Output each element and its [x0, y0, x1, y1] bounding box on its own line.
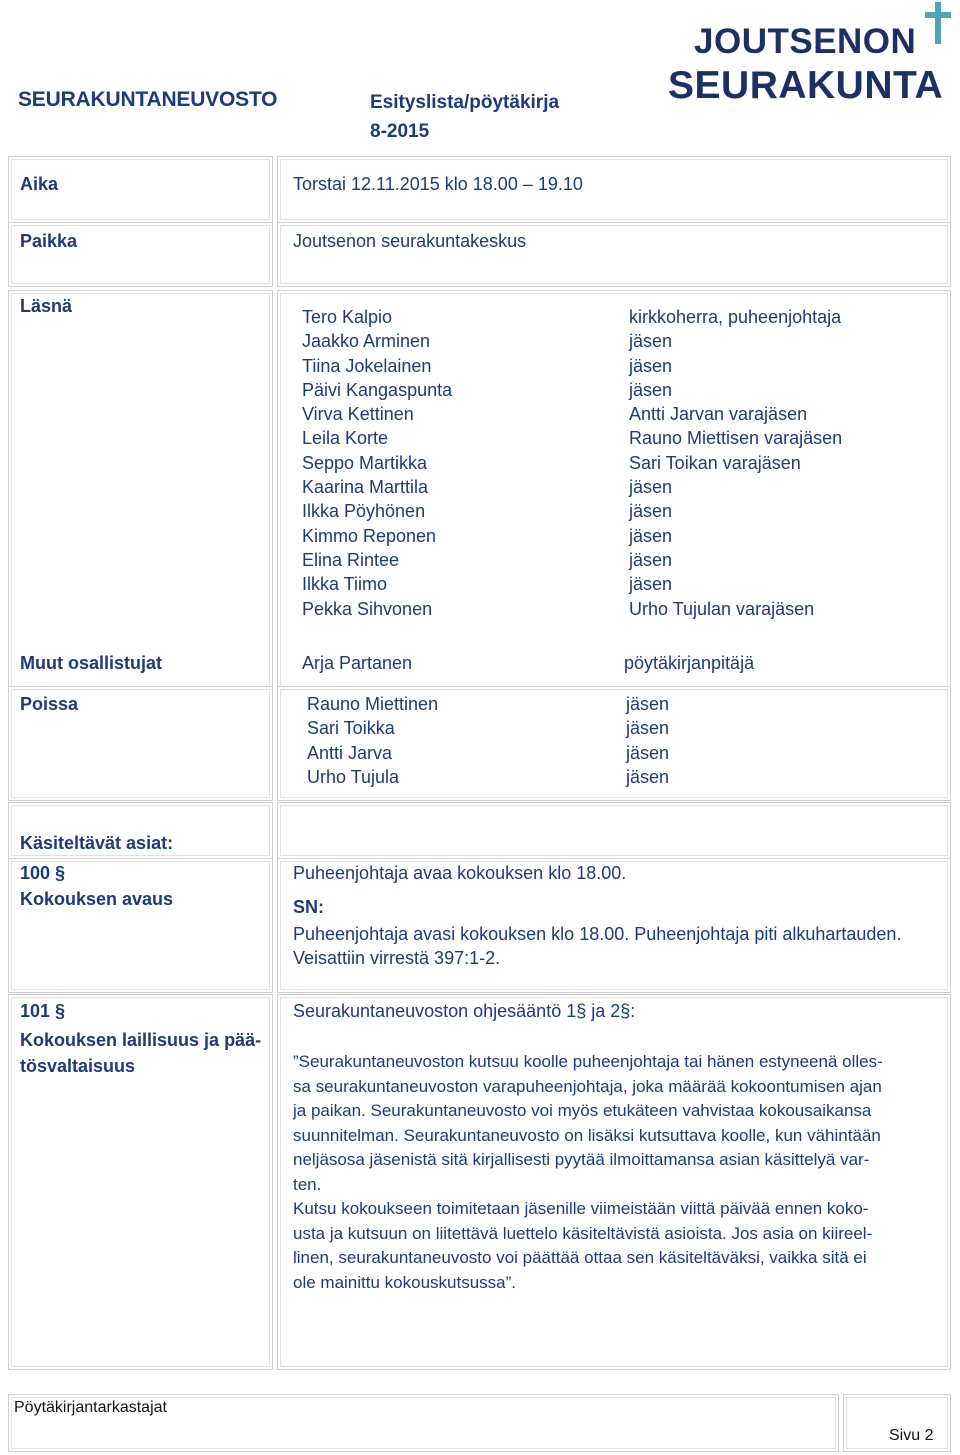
present-name: Elina Rintee — [302, 549, 400, 570]
item-101-number: 101 § — [20, 1001, 66, 1021]
present-name: Tero Kalpio — [302, 307, 393, 327]
present-name: Virva Kettinen — [302, 404, 414, 425]
item-100-number: 100 § — [20, 863, 66, 883]
absent-name: Antti Jarva — [307, 742, 393, 763]
present-role: jäsen — [629, 477, 673, 498]
present-role: kirkkoherra, puheenjohtaja — [629, 307, 842, 327]
logo-line-2: SEURAKUNTA — [668, 64, 944, 107]
page-number: Sivu 2 — [889, 1427, 934, 1444]
reviewers-label: Pöytäkirjantarkastajat — [14, 1399, 167, 1416]
present-role: Sari Toikan varajäsen — [629, 452, 801, 473]
present-name: Seppo Martikka — [302, 452, 428, 473]
absent-label: Poissa — [20, 694, 79, 714]
document-type-block — [370, 88, 559, 146]
item-101-quote-paragraph-1 — [293, 1050, 936, 1197]
place-label: Paikka — [20, 231, 78, 251]
present-roles — [629, 305, 842, 621]
present-role: jäsen — [629, 549, 673, 570]
present-names — [302, 305, 452, 621]
quote-line: Kutsu kokoukseen toimitetaan jäsenille viimeistään viittä päivää ennen koko- — [293, 1199, 869, 1218]
item-101-title — [20, 1027, 261, 1079]
absent-roles — [626, 692, 669, 789]
document-type: Esityslista/pöytäkirja — [370, 92, 560, 113]
quote-line: ja paikan. Seurakuntaneuvosto voi myös etukäteen vahvistaa kokousaikansa — [293, 1101, 872, 1120]
decision-line: Puheenjohtaja avasi kokouksen klo 18.00. Puheenjohtaja piti alkuhartauden. — [293, 924, 902, 944]
other-participant-role: pöytäkirjanpitäjä — [624, 653, 755, 673]
present-role: jäsen — [629, 331, 673, 352]
absent-role: jäsen — [626, 718, 670, 739]
absent-name: Urho Tujula — [307, 766, 400, 787]
present-role: jäsen — [629, 501, 673, 522]
cross-icon — [924, 2, 952, 44]
item-101-intro: Seurakuntaneuvoston ohjesääntö 1§ ja 2§: — [293, 1001, 636, 1021]
parish-logo — [668, 0, 958, 112]
present-role: jäsen — [629, 355, 673, 376]
present-name: Jaakko Arminen — [302, 331, 431, 352]
present-role: jäsen — [629, 574, 673, 595]
quote-line: ”Seurakuntaneuvoston kutsuu koolle puheenjohtaja tai hänen estyneenä olles- — [293, 1052, 883, 1071]
quote-line: suunnitelman. Seurakuntaneuvosto on lisäksi kutsuttava koolle, kun vähintään — [293, 1125, 881, 1145]
quote-line: sa seurakuntaneuvoston varapuheenjohtaja, joka määrää kokoontumisen ajan — [293, 1076, 882, 1096]
absent-name: Rauno Miettinen — [307, 694, 439, 714]
item-101-title-line: tösvaltaisuus — [20, 1056, 136, 1076]
present-role: Antti Jarvan varajäsen — [629, 404, 808, 425]
item-101-title-line: Kokouksen laillisuus ja pää- — [20, 1030, 262, 1050]
quote-line: ten. — [293, 1174, 322, 1194]
item-100-text: Puheenjohtaja avaa kokouksen klo 18.00. — [293, 863, 627, 883]
present-role: jäsen — [629, 379, 673, 400]
logo-line-1: JOUTSENON — [694, 22, 917, 61]
item-100-decision — [293, 922, 901, 971]
quote-line: linen, seurakuntaneuvosto voi päättää ottaa sen käsiteltäväksi, vaikka sitä ei — [293, 1248, 867, 1267]
present-name: Tiina Jokelainen — [302, 355, 432, 376]
present-role: Rauno Miettisen varajäsen — [629, 428, 843, 449]
absent-name: Sari Toikka — [307, 718, 395, 739]
present-name: Pekka Sihvonen — [302, 598, 433, 619]
document-number: 8-2015 — [370, 121, 430, 142]
present-name: Kimmo Reponen — [302, 525, 437, 546]
time-label: Aika — [20, 174, 59, 194]
agenda-heading-blank-cell — [277, 802, 951, 859]
present-role: Urho Tujulan varajäsen — [629, 598, 815, 619]
present-name: Kaarina Marttila — [302, 477, 429, 498]
present-name: Ilkka Pöyhönen — [302, 501, 426, 522]
present-name: Ilkka Tiimo — [302, 574, 388, 595]
document-series-title: SEURAKUNTANEUVOSTO — [18, 88, 278, 111]
present-name: Päivi Kangaspunta — [302, 379, 453, 400]
item-101-quote-paragraph-2 — [293, 1197, 936, 1295]
place-value: Joutsenon seurakuntakeskus — [293, 231, 527, 251]
time-value: Torstai 12.11.2015 klo 18.00 – 19.10 — [293, 174, 583, 194]
absent-role: jäsen — [626, 742, 670, 763]
present-role: jäsen — [629, 525, 673, 546]
absent-role: jäsen — [626, 766, 670, 787]
quote-line: ole mainittu kokouskutsussa”. — [293, 1272, 516, 1292]
absent-names — [307, 692, 438, 789]
absent-role: jäsen — [626, 694, 670, 714]
quote-line: usta ja kutsuun on liitettävä luettelo käsiteltävistä asioista. Jos asia on kiireel- — [293, 1223, 873, 1243]
agenda-heading: Käsiteltävät asiat: — [20, 833, 174, 853]
item-100-sn-label: SN: — [293, 897, 324, 917]
other-participant-name: Arja Partanen — [302, 653, 413, 673]
item-100-title: Kokouksen avaus — [20, 889, 174, 909]
quote-line: neljäsosa jäsenistä sitä kirjallisesti pyytää ilmoittamansa asian käsittelyä var- — [293, 1150, 870, 1169]
decision-line: Veisattiin virrestä 397:1-2. — [293, 948, 501, 969]
other-participants-label: Muut osallistujat — [20, 653, 163, 673]
present-name: Leila Korte — [302, 428, 389, 449]
present-label: Läsnä — [20, 296, 73, 316]
